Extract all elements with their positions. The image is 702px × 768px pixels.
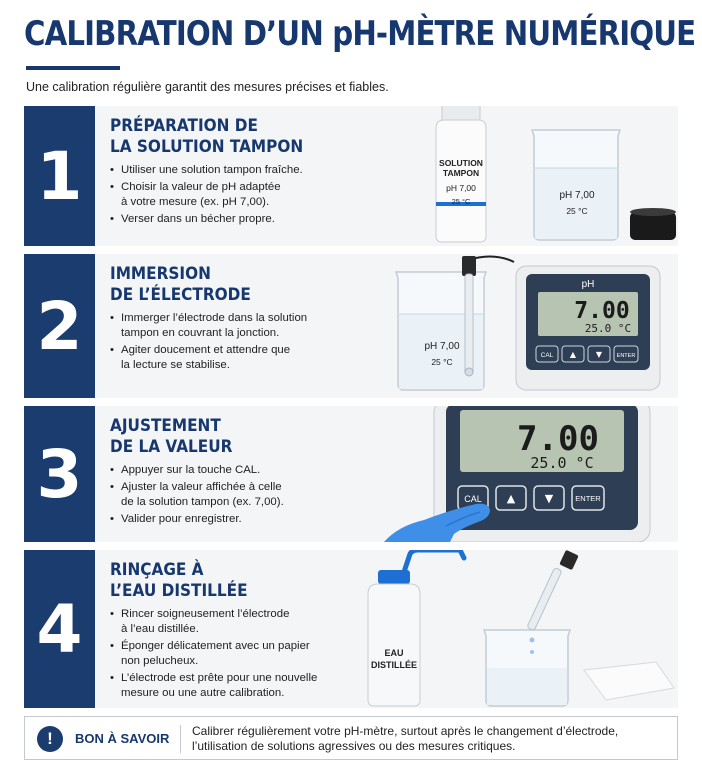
tip-label: BON À SAVOIR [75,731,170,746]
cal-button: CAL [464,494,482,504]
enter-button: ENTER [575,494,601,503]
bullet-item: • Valider pour enregistrer. [110,512,340,527]
beaker-temp: 25 °C [431,357,453,367]
info-exclamation-icon: ! [37,726,63,752]
lcd-temperature: 25.0 °C [584,322,632,335]
step-heading: RINÇAGE À L’EAU DISTILLÉE [110,560,248,601]
divider [180,725,181,753]
rinsing-illustration [344,550,678,708]
step-heading: PRÉPARATION DE LA SOLUTION TAMPON [110,116,304,157]
bullet-item: • Rincer soigneusement l’électrode à l’eau distillée. [110,607,340,637]
up-button: ▲ [506,492,516,505]
bottle-label-line: EAU [384,648,404,658]
beaker-temp: 25 °C [566,206,588,216]
step-number: 4 [24,550,95,708]
bullet-item: • Utiliser une solution tampon fraîche. [110,163,340,178]
step-heading: AJUSTEMENT DE LA VALEUR [110,416,233,457]
wash-bottle-icon [368,550,464,706]
beaker-icon [484,630,570,706]
beaker-icon [532,130,620,240]
step-heading: IMMERSION DE L’ÉLECTRODE [110,264,251,305]
bullet-item: • Éponger délicatement avec un papier non pelucheux. [110,639,340,669]
bottle-label-line: DISTILLÉE [370,660,418,670]
page-subtitle: Une calibration régulière garantit des mesures précises et fiables. [26,80,389,94]
electrode-immersion-illustration [384,254,678,398]
bullet-item: • Immerger l’électrode dans la solution tampon en couvrant la jonction. [110,311,340,341]
step-3-panel [24,406,678,542]
step-2-panel [24,254,678,398]
step-number: 1 [24,106,95,246]
step-4-panel [24,550,678,708]
bullet-item: • L’électrode est prête pour une nouvelle mesure ou une autre calibration. [110,671,340,701]
title-underline [26,66,120,70]
bullet-item: • Choisir la valeur de pH adaptée à votre mesure (ex. pH 7,00). [110,180,340,210]
lcd-temperature: 25.0 °C [530,454,594,472]
down-button: ▼ [595,350,603,359]
lcd-value: 7.00 [574,298,630,324]
bullet-item: • Agiter doucement et attendre que la lecture se stabilise. [110,343,340,373]
cal-button: CAL [540,352,554,359]
down-button: ▼ [544,492,554,505]
bottle-cap-icon [630,208,676,240]
lcd-value: 7.00 [517,419,599,459]
step-bullets [110,463,340,527]
bullet-item: • Ajuster la valeur affichée à celle de la solution tampon (ex. 7,00). [110,480,340,510]
value-adjustment-illustration [354,406,678,542]
tip-text: Calibrer régulièrement votre pH-mètre, surtout après le changement d’électrode, l’utilisation de solutions agressives ou des mesures critiques. [192,724,619,753]
beaker-ph: pH 7,00 [559,190,595,201]
bullet-item: • Verser dans un bécher propre. [110,212,340,227]
page-title: CALIBRATION D’UN pH-MÈTRE NUMÉRIQUE [24,14,696,54]
step-bullets [110,163,340,227]
bottle-temp: 25 °C [451,197,471,206]
step-bullets [110,311,340,373]
tip-box [24,716,678,760]
buffer-preparation-illustration [414,106,678,246]
paper-wipe-icon [584,662,674,700]
beaker-ph: pH 7,00 [424,341,460,352]
bottle-ph: pH 7,00 [446,183,476,193]
bottle-label-line: SOLUTION [439,158,483,168]
step-number: 3 [24,406,95,542]
step-1-panel [24,106,678,246]
bullet-item: • Appuyer sur la touche CAL. [110,463,340,478]
bottle-label-line: TAMPON [442,168,480,178]
enter-button: ENTER [616,353,636,359]
step-number: 2 [24,254,95,398]
meter-label: pH [581,279,595,290]
up-button: ▲ [569,350,577,359]
step-bullets [110,607,340,701]
